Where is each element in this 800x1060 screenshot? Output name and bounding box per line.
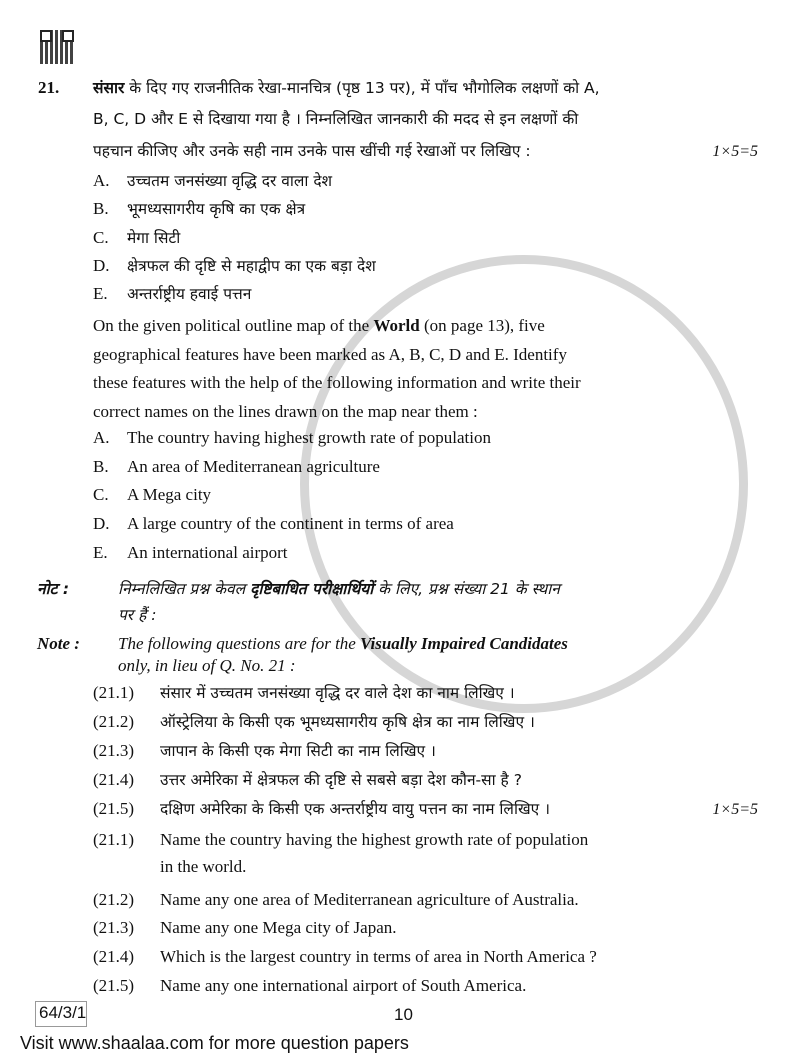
hindi-sub-number: (21.2) [93, 712, 135, 731]
english-sub-number: (21.5) [93, 976, 135, 995]
hindi-sub-question: दक्षिण अमेरिका के किसी एक अन्तर्राष्ट्रीय वायु पत्तन का नाम लिखिए । [160, 800, 551, 818]
english-sub-question: Name any one international airport of South America. [160, 976, 527, 995]
hindi-note-line2: पर हैं : [118, 606, 157, 624]
hindi-sub-question: ऑस्ट्रेलिया के किसी एक भूमध्यसागरीय कृषि क्षेत्र का नाम लिखिए । [160, 713, 535, 731]
english-intro-line1 [93, 315, 545, 337]
question-number: 21. [38, 78, 60, 97]
english-option-letter: A. [93, 428, 110, 447]
english-sub-question: Which is the largest country in terms of area in North America ? [160, 947, 597, 966]
english-option-text: An international airport [127, 543, 288, 562]
text: On the given political outline map of the [93, 316, 374, 335]
english-option-letter: C. [93, 485, 109, 504]
hindi-sub-question: उत्तर अमेरिका में क्षेत्रफल की दृष्टि से सबसे बड़ा देश कौन-सा है ? [160, 771, 522, 789]
english-sub-number: (21.1) [93, 830, 135, 849]
english-sub-question: Name the country having the highest growth rate of population [160, 830, 589, 849]
hindi-note-line1 [118, 578, 560, 600]
hindi-sub-number: (21.4) [93, 770, 135, 789]
marks: 1×5=5 [712, 143, 758, 160]
page-number: 10 [394, 1005, 413, 1024]
hindi-option-text: भूमध्यसागरीय कृषि का एक क्षेत्र [127, 200, 306, 218]
hindi-option-letter: E. [93, 284, 108, 303]
hindi-intro-line2: B, C, D और E से दिखाया गया है । निम्नलिखित जानकारी की मदद से इन लक्षणों की [93, 110, 579, 128]
text: के लिए, प्रश्न संख्या 21 के स्थान [373, 580, 560, 598]
english-option-letter: E. [93, 543, 108, 562]
hindi-sub-question: संसार में उच्चतम जनसंख्या वृद्धि दर वाले देश का नाम लिखिए । [160, 684, 515, 702]
english-note-line2: only, in lieu of Q. No. 21 : [118, 656, 296, 675]
paper-code: 64/3/1 [39, 1003, 87, 1022]
qr-code-icon [40, 30, 74, 64]
english-intro-line4: correct names on the lines drawn on the map near them : [93, 402, 478, 421]
hindi-option-text: मेगा सिटी [127, 229, 181, 247]
hindi-option-letter: B. [93, 199, 109, 218]
hindi-option-text: क्षेत्रफल की दृष्टि से महाद्वीप का एक बड़ा देश [127, 257, 376, 275]
english-intro-line2: geographical features have been marked as A, B, C, D and E. Identify [93, 345, 567, 364]
hindi-sub-number: (21.5) [93, 799, 135, 818]
bold-text: Visually Impaired Candidates [360, 634, 568, 653]
english-sub-number: (21.3) [93, 918, 135, 937]
marks-sub: 1×5=5 [712, 801, 758, 818]
english-option-letter: D. [93, 514, 110, 533]
english-sub-question: Name any one area of Mediterranean agriculture of Australia. [160, 890, 579, 909]
hindi-sub-question: जापान के किसी एक मेगा सिटी का नाम लिखिए । [160, 742, 436, 760]
english-option-text: A Mega city [127, 485, 212, 504]
hindi-intro-line1 [93, 77, 600, 99]
hindi-option-letter: A. [93, 171, 110, 190]
english-note-label: Note : [37, 634, 80, 653]
english-option-text: An area of Mediterranean agriculture [127, 457, 380, 476]
hindi-sub-number: (21.3) [93, 741, 135, 760]
text: के दिए गए राजनीतिक रेखा-मानचित्र (पृष्ठ 13 पर), में पाँच भौगोलिक लक्षणों को A, [124, 79, 600, 97]
text: The following questions are for the [118, 634, 361, 653]
hindi-option-letter: D. [93, 256, 110, 275]
hindi-bold-word: संसार [93, 79, 125, 97]
hindi-option-text: अन्तर्राष्ट्रीय हवाई पत्तन [127, 285, 252, 303]
visit-link[interactable]: Visit www.shaalaa.com for more question papers [20, 1033, 409, 1053]
english-intro-line3: these features with the help of the following information and write their [93, 373, 581, 392]
english-option-text: The country having highest growth rate of population [127, 428, 491, 447]
english-sub-question: Name any one Mega city of Japan. [160, 918, 397, 937]
english-note-line1 [118, 633, 568, 655]
text: (on page 13), five [419, 316, 545, 335]
english-sub-number: (21.2) [93, 890, 135, 909]
hindi-option-letter: C. [93, 228, 109, 247]
hindi-intro-line3: पहचान कीजिए और उनके सही नाम उनके पास खींची गई रेखाओं पर लिखिए : [93, 142, 531, 160]
text: निम्नलिखित प्रश्न केवल [118, 580, 251, 598]
hindi-option-text: उच्चतम जनसंख्या वृद्धि दर वाला देश [127, 172, 333, 190]
english-option-text: A large country of the continent in terms of area [127, 514, 454, 533]
hindi-note-label: नोट : [37, 580, 70, 598]
bold-word: World [373, 316, 420, 335]
hindi-sub-number: (21.1) [93, 683, 135, 702]
english-sub-1-cont: in the world. [160, 857, 247, 876]
bold-text: दृष्टिबाधित परीक्षार्थियों [250, 580, 374, 598]
english-sub-number: (21.4) [93, 947, 135, 966]
english-option-letter: B. [93, 457, 109, 476]
